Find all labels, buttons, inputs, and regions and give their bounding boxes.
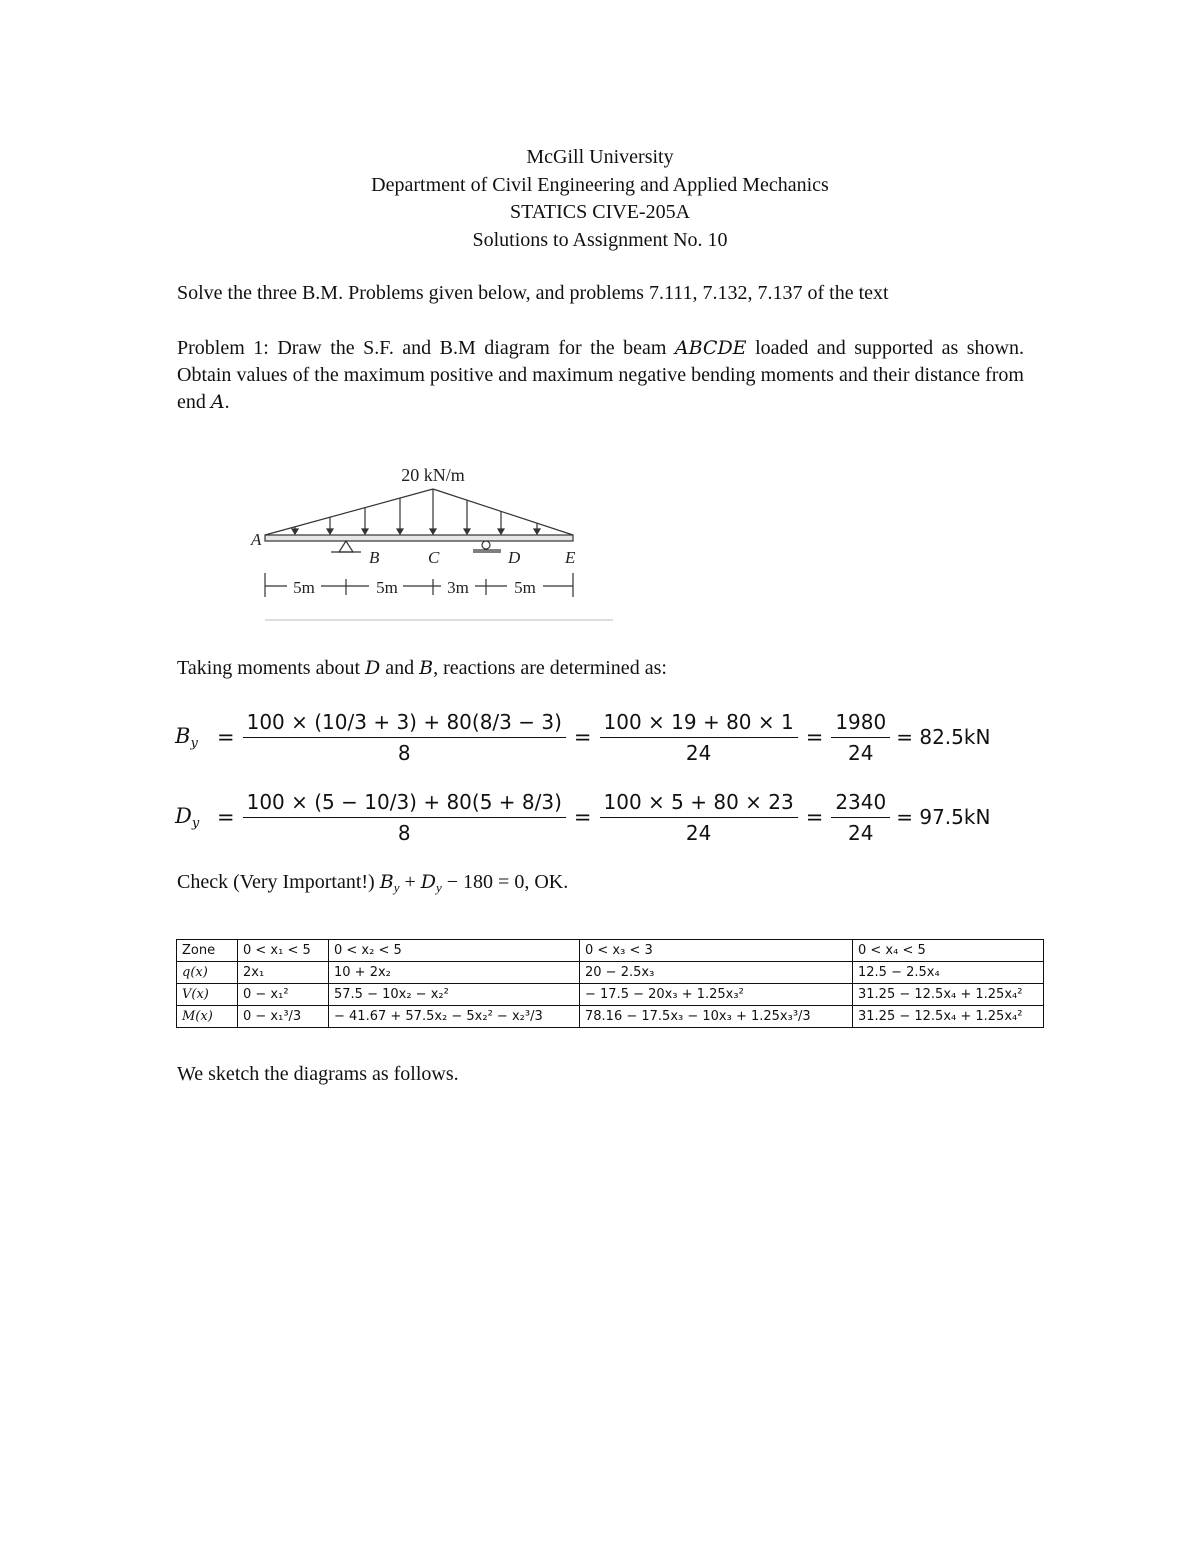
moments-intro	[177, 655, 1024, 682]
table-cell: 31.25 − 12.5x₄ + 1.25x₄²	[853, 984, 1044, 1006]
span-ab-label: 5m	[293, 578, 315, 597]
table-cell: 0 < x₄ < 5	[853, 940, 1044, 962]
problem-1-text: loaded and supported as shown. Obtain values of the maximum positive and maximum negative bending moments and their distance from end	[177, 337, 1024, 413]
point-e-label: E	[565, 548, 576, 567]
table-cell: 0 − x₁³/3	[238, 1006, 329, 1028]
eq-dy-fraction-2: $\frac{100 \times 5 + 80 \times 23}{24}$	[600, 790, 798, 845]
load-profile-left	[265, 489, 433, 535]
eq-by-fraction-3: $\frac{1980}{24}$	[831, 710, 890, 765]
eq-dy-fraction-3: $\frac{2340}{24}$	[831, 790, 890, 845]
span-bc-label: 5m	[376, 578, 398, 597]
beam-member	[265, 535, 573, 541]
point-a-label: A	[251, 530, 262, 549]
load-profile-right	[433, 489, 573, 535]
eq-by-fraction-2: $\frac{100 \times 19 + 80 \times 1}{24}$	[600, 710, 798, 765]
beam-figure	[245, 455, 615, 625]
check-d: D	[420, 871, 436, 893]
span-de-label: 5m	[514, 578, 536, 597]
end-punct: .	[224, 391, 230, 413]
moments-intro-mid: and	[385, 657, 415, 679]
table-cell: 57.5 − 10x₂ − x₂²	[329, 984, 580, 1006]
department-name: Department of Civil Engineering and Applied Mechanics	[371, 173, 829, 196]
zone-table	[176, 939, 1044, 1028]
beam-diagram	[245, 455, 615, 625]
roller-support-d	[473, 541, 501, 552]
moments-intro-post: , reactions are determined as:	[433, 657, 667, 679]
problem-1-label: Problem 1: Draw the S.F. and B.M diagram for the beam	[177, 337, 667, 359]
eq-dy-lhs: $D_y$	[175, 803, 200, 831]
course-code: STATICS CIVE-205A	[509, 201, 691, 223]
table-cell: − 17.5 − 20x₃ + 1.25x₃²	[580, 984, 853, 1006]
university-name: McGill University	[526, 146, 674, 168]
instructions: Solve the three B.M. Problems given below, and problems 7.111, 7.132, 7.137 of the text	[177, 282, 889, 304]
eq-dy-fraction-1: $\frac{100 \times (5 - 10/3) + 80(5 + 8/3)}{8}$	[243, 790, 566, 845]
span-cd-label: 3m	[447, 578, 469, 597]
table-cell: V(x)	[177, 984, 238, 1006]
table-cell: 20 − 2.5x₃	[580, 962, 853, 984]
beam-name: ABCDE	[674, 337, 747, 359]
assignment-title: Solutions to Assignment No. 10	[472, 228, 728, 251]
table-cell: 12.5 − 2.5x₄	[853, 962, 1044, 984]
check-tail: − 180 = 0, OK.	[446, 871, 569, 893]
table-cell: 0 < x₁ < 5	[238, 940, 329, 962]
moment-point-b: B	[419, 657, 434, 679]
load-intensity-label: 20 kN/m	[401, 465, 465, 485]
table-cell: 78.16 − 17.5x₃ − 10x₃ + 1.25x₃³/3	[580, 1006, 853, 1028]
table-cell: 2x₁	[238, 962, 329, 984]
check-b: B	[379, 871, 394, 893]
table-row	[177, 962, 1044, 984]
table-cell: 0 < x₃ < 3	[580, 940, 853, 962]
table-cell: 0 − x₁²	[238, 984, 329, 1006]
table-cell: 0 < x₂ < 5	[329, 940, 580, 962]
table-cell: − 41.67 + 57.5x₂ − 5x₂² − x₂³/3	[329, 1006, 580, 1028]
table-row	[177, 940, 1044, 962]
pin-support-b	[331, 541, 361, 552]
point-d-label: D	[508, 548, 521, 567]
eq-dy-result: = 97.5kN	[896, 805, 991, 829]
equation-dy: $D_y$ = $\frac{100 \times (5 - 10/3) + 80(5 + 8/3)}{8}$ = $\frac{100 \times 5 + 80 \times 23}{24}$ = $\frac{2340}{24}$ = 97.5kN	[175, 789, 991, 845]
table-cell: M(x)	[177, 1006, 238, 1028]
eq-by-fraction-1: $\frac{100 \times (10/3 + 3) + 80(8/3 - 3)}{8}$	[243, 710, 566, 765]
table-row	[177, 984, 1044, 1006]
check-line: Check (Very Important!) $B_y + D_y - 180 = 0$, OK.	[177, 871, 569, 895]
end-point-label: A	[210, 391, 225, 413]
table-cell: Zone	[177, 940, 238, 962]
moments-intro-pre: Taking moments about	[177, 657, 361, 679]
closing-text: We sketch the diagrams as follows.	[177, 1063, 459, 1085]
moment-point-d: D	[365, 657, 381, 679]
problem-1-statement	[177, 335, 1024, 416]
table-row	[177, 1006, 1044, 1028]
document-header	[0, 144, 1200, 254]
table-cell: 10 + 2x₂	[329, 962, 580, 984]
check-pre: Check (Very Important!)	[177, 871, 375, 893]
table-cell: q(x)	[177, 962, 238, 984]
table-cell: 31.25 − 12.5x₄ + 1.25x₄²	[853, 1006, 1044, 1028]
point-b-label: B	[369, 548, 380, 567]
point-c-label: C	[428, 548, 440, 567]
equation-by: $B_y$ = $\frac{100 \times (10/3 + 3) + 80(8/3 - 3)}{8}$ = $\frac{100 \times 19 + 80 \times 1}{24}$ = $\frac{1980}{24}$ = 82.5kN	[175, 709, 991, 765]
eq-by-lhs: $B_y$	[175, 723, 198, 751]
eq-by-result: = 82.5kN	[896, 725, 991, 749]
